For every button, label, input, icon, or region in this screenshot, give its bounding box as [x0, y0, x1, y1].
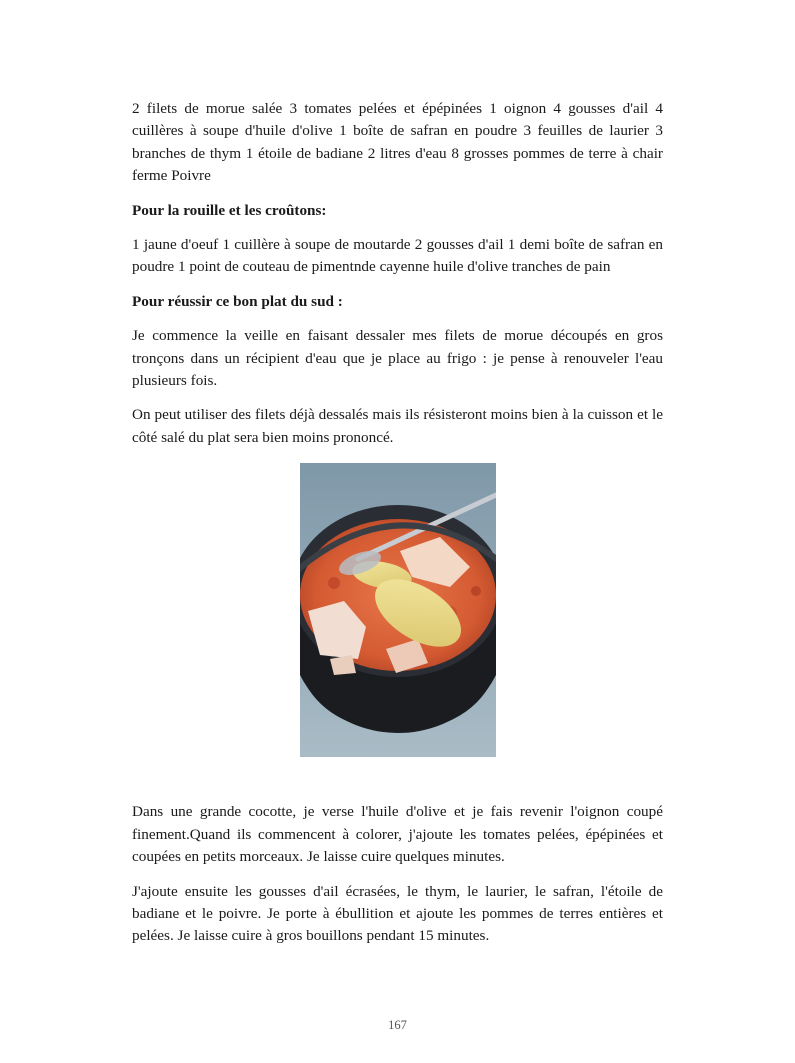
step2-paragraph: On peut utiliser des filets déjà dessalés mais ils résisteront moins bien à la cuisson et le côté salé du plat sera bien moins prononcé.: [132, 406, 663, 446]
page-number: 167: [388, 1018, 407, 1032]
stew-photo: [300, 463, 496, 757]
rouille-heading: Pour la rouille et les croûtons:: [132, 201, 327, 219]
stew-photo-image: [300, 463, 496, 757]
step3-paragraph: Dans une grande cocotte, je verse l'huile d'olive et je fais revenir l'oignon coupé finement.Quand ils commencent à colorer, j'ajoute les tomates pelées, épépinées et coupées en petits morceaux. Je laisse cuire quelques minutes.: [132, 803, 663, 866]
method-heading: Pour réussir ce bon plat du sud :: [132, 292, 343, 310]
document-body: [132, 98, 663, 960]
step4-paragraph: J'ajoute ensuite les gousses d'ail écrasées, le thym, le laurier, le safran, l'étoile de badiane et le poivre. Je porte à ébullition et ajoute les pommes de terres entières et pelées. Je laisse cuire à gros bouillons pendant 15 minutes.: [132, 882, 663, 945]
rouille-ingredients-paragraph: 1 jaune d'oeuf 1 cuillère à soupe de moutarde 2 gousses d'ail 1 demi boîte de safran en poudre 1 point de couteau de pimentnde cayenne huile d'olive tranches de pain: [132, 236, 663, 276]
step1-paragraph: Je commence la veille en faisant dessaler mes filets de morue découpés en gros tronçons dans un récipient d'eau que je place au frigo : je pense à renouveler l'eau plusieurs fois.: [132, 327, 663, 390]
ingredients-paragraph: 2 filets de morue salée 3 tomates pelées et épépinées 1 oignon 4 gousses d'ail 4 cuillères à soupe d'huile d'olive 1 boîte de safran en poudre 3 feuilles de laurier 3 branches de thym 1 étoile de badiane 2 litres d'eau 8 grosses pommes de terre à chair ferme Poivre: [132, 100, 663, 185]
